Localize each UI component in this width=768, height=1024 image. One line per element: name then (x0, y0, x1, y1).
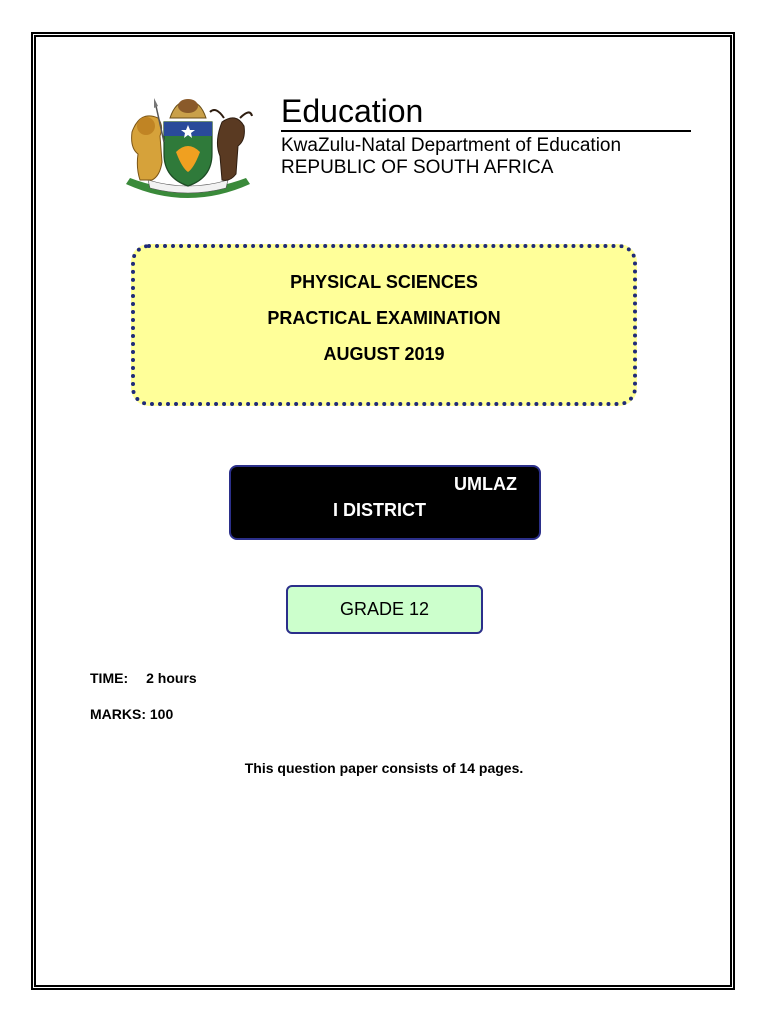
department-header (281, 92, 691, 179)
time-value: 2 hours (146, 670, 197, 686)
exam-session: AUGUST 2019 (323, 344, 445, 364)
time-row (90, 670, 197, 686)
district-box (229, 465, 541, 540)
grade-box: GRADE 12 (286, 585, 483, 634)
department-title: Education (281, 92, 691, 132)
department-name: KwaZulu-Natal Department of Education (281, 135, 622, 156)
subject-title: PHYSICAL SCIENCES (290, 272, 478, 292)
coat-of-arms-icon (118, 92, 258, 207)
time-label: TIME: (90, 670, 129, 686)
page-count-note: This question paper consists of 14 pages. (244, 760, 524, 776)
country-name: REPUBLIC OF SOUTH AFRICA (281, 157, 554, 178)
district-line-2: I DISTRICT (333, 500, 426, 520)
exam-title-box (131, 244, 637, 406)
paper-type: PRACTICAL EXAMINATION (267, 308, 501, 328)
marks-row: MARKS: 100 (90, 706, 174, 722)
district-line-1: UMLAZ (454, 474, 517, 494)
